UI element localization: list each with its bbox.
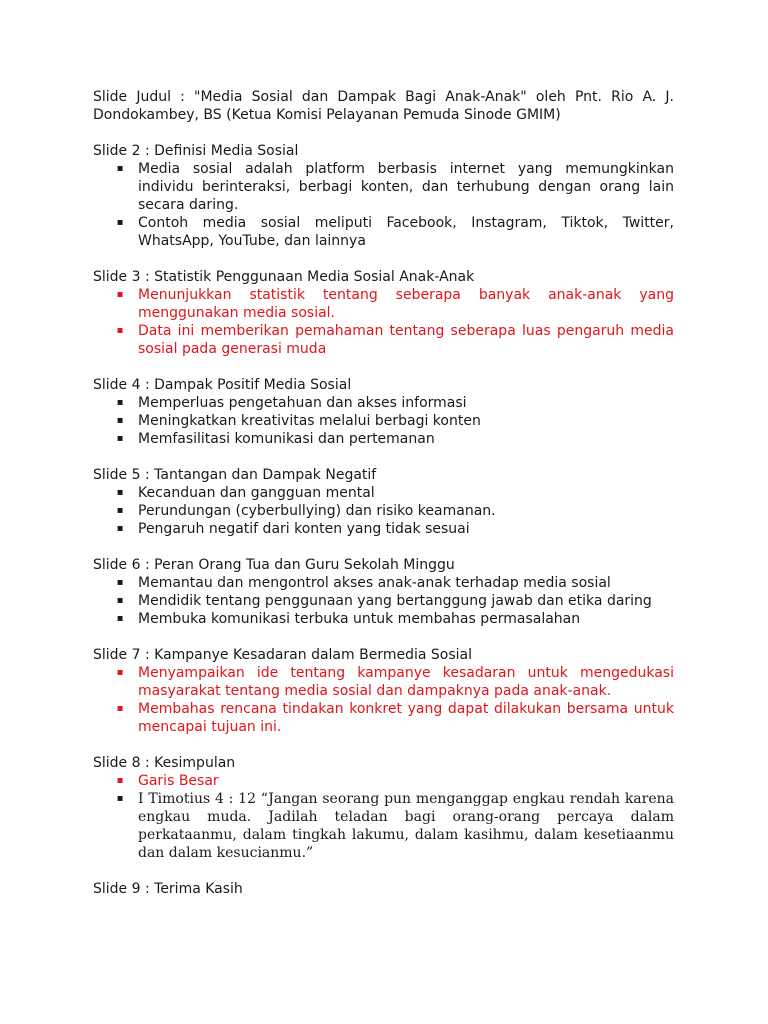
list-item: [93, 394, 674, 412]
square-bullet-icon: ▪: [116, 415, 124, 426]
slide-3-section: [93, 268, 674, 358]
square-bullet-icon: ▪: [116, 595, 124, 606]
square-bullet-icon: ▪: [116, 163, 124, 174]
slide-heading: Slide 2 : Definisi Media Sosial: [93, 143, 299, 159]
list-item-text: Media sosial adalah platform berbasis internet yang memungkinkan individu berinteraksi, berbagi konten, dan terhubung dengan orang lain secara daring.: [138, 161, 674, 213]
slide-heading: Slide 8 : Kesimpulan: [93, 755, 236, 771]
list-item: [93, 214, 674, 250]
slide-heading: Slide 9 : Terima Kasih: [93, 881, 243, 897]
square-bullet-icon: ▪: [116, 325, 124, 336]
slide-7-section: [93, 646, 674, 736]
list-item: [93, 574, 674, 592]
square-bullet-icon: ▪: [116, 703, 124, 714]
square-bullet-icon: ▪: [116, 397, 124, 408]
list-item-text: Menunjukkan statistik tentang seberapa banyak anak-anak yang menggunakan media sosial.: [138, 287, 674, 321]
list-item: [93, 592, 674, 610]
slide-heading: Slide Judul : "Media Sosial dan Dampak Bagi Anak-Anak" oleh Pnt. Rio A. J. Dondokambey, BS (Ketua Komisi Pelayanan Pemuda Sinode GMIM): [93, 89, 674, 123]
list-item: [93, 700, 674, 736]
list-item: [93, 610, 674, 628]
list-item-text: Mendidik tentang penggunaan yang bertanggung jawab dan etika daring: [138, 593, 652, 609]
square-bullet-icon: ▪: [116, 667, 124, 678]
list-item-text: Memfasilitasi komunikasi dan pertemanan: [138, 431, 435, 447]
bullet-list: [93, 286, 674, 358]
square-bullet-icon: ▪: [116, 433, 124, 444]
list-item-text: Kecanduan dan gangguan mental: [138, 485, 375, 501]
bullet-list: [93, 664, 674, 736]
slide-6-section: [93, 556, 674, 628]
slide-4-section: [93, 376, 674, 448]
list-item: [93, 322, 674, 358]
list-item: [93, 772, 674, 790]
list-item: [93, 286, 674, 322]
bullet-list: [93, 160, 674, 250]
slide-heading: Slide 6 : Peran Orang Tua dan Guru Sekolah Minggu: [93, 557, 455, 573]
list-item: [93, 790, 674, 862]
slide-2-section: [93, 142, 674, 250]
square-bullet-icon: ▪: [116, 505, 124, 516]
list-item-text: Membahas rencana tindakan konkret yang dapat dilakukan bersama untuk mencapai tujuan ini.: [138, 701, 674, 735]
list-item-text: Pengaruh negatif dari konten yang tidak sesuai: [138, 521, 470, 537]
list-item: [93, 502, 674, 520]
list-item-text: Data ini memberikan pemahaman tentang seberapa luas pengaruh media sosial pada generasi muda: [138, 323, 674, 357]
bullet-list: [93, 394, 674, 448]
list-item: [93, 160, 674, 214]
slide-heading: Slide 4 : Dampak Positif Media Sosial: [93, 377, 352, 393]
square-bullet-icon: ▪: [116, 775, 124, 786]
slide-9-section: [93, 880, 674, 898]
bullet-list: [93, 772, 674, 862]
document-body: [93, 88, 674, 916]
list-item-text: Membuka komunikasi terbuka untuk membahas permasalahan: [138, 611, 581, 627]
slide-heading: Slide 7 : Kampanye Kesadaran dalam Bermedia Sosial: [93, 647, 472, 663]
list-item-text: Memperluas pengetahuan dan akses informasi: [138, 395, 467, 411]
slide-8-section: [93, 754, 674, 862]
list-item: [93, 484, 674, 502]
square-bullet-icon: ▪: [116, 523, 124, 534]
square-bullet-icon: ▪: [116, 289, 124, 300]
slide-title-section: [93, 88, 674, 124]
slide-5-section: [93, 466, 674, 538]
list-item-text: Meningkatkan kreativitas melalui berbagi konten: [138, 413, 481, 429]
square-bullet-icon: ▪: [116, 613, 124, 624]
square-bullet-icon: ▪: [116, 793, 124, 804]
list-item-text: Perundungan (cyberbullying) dan risiko keamanan.: [138, 503, 496, 519]
bullet-list: [93, 574, 674, 628]
list-item-text: Menyampaikan ide tentang kampanye kesadaran untuk mengedukasi masyarakat tentang media sosial dan dampaknya pada anak-anak.: [138, 665, 674, 699]
slide-heading: Slide 3 : Statistik Penggunaan Media Sosial Anak-Anak: [93, 269, 475, 285]
list-item: [93, 430, 674, 448]
list-item: [93, 412, 674, 430]
list-item: [93, 664, 674, 700]
list-item-text: Memantau dan mengontrol akses anak-anak terhadap media sosial: [138, 575, 611, 591]
list-item-text: Contoh media sosial meliputi Facebook, Instagram, Tiktok, Twitter, WhatsApp, YouTube, dan lainnya: [138, 215, 674, 249]
bullet-list: [93, 484, 674, 538]
list-item-text: Garis Besar: [138, 773, 219, 789]
square-bullet-icon: ▪: [116, 217, 124, 228]
square-bullet-icon: ▪: [116, 577, 124, 588]
slide-heading: Slide 5 : Tantangan dan Dampak Negatif: [93, 467, 377, 483]
list-item: [93, 520, 674, 538]
list-item-text: I Timotius 4 : 12 “Jangan seorang pun menganggap engkau rendah karena engkau muda. Jadilah teladan bagi orang-orang percaya dalam perkataanmu, dalam tingkah lakumu, dalam kasihmu, dalam kesetiaanmu dan dalam kesucianmu.”: [138, 791, 674, 861]
square-bullet-icon: ▪: [116, 487, 124, 498]
